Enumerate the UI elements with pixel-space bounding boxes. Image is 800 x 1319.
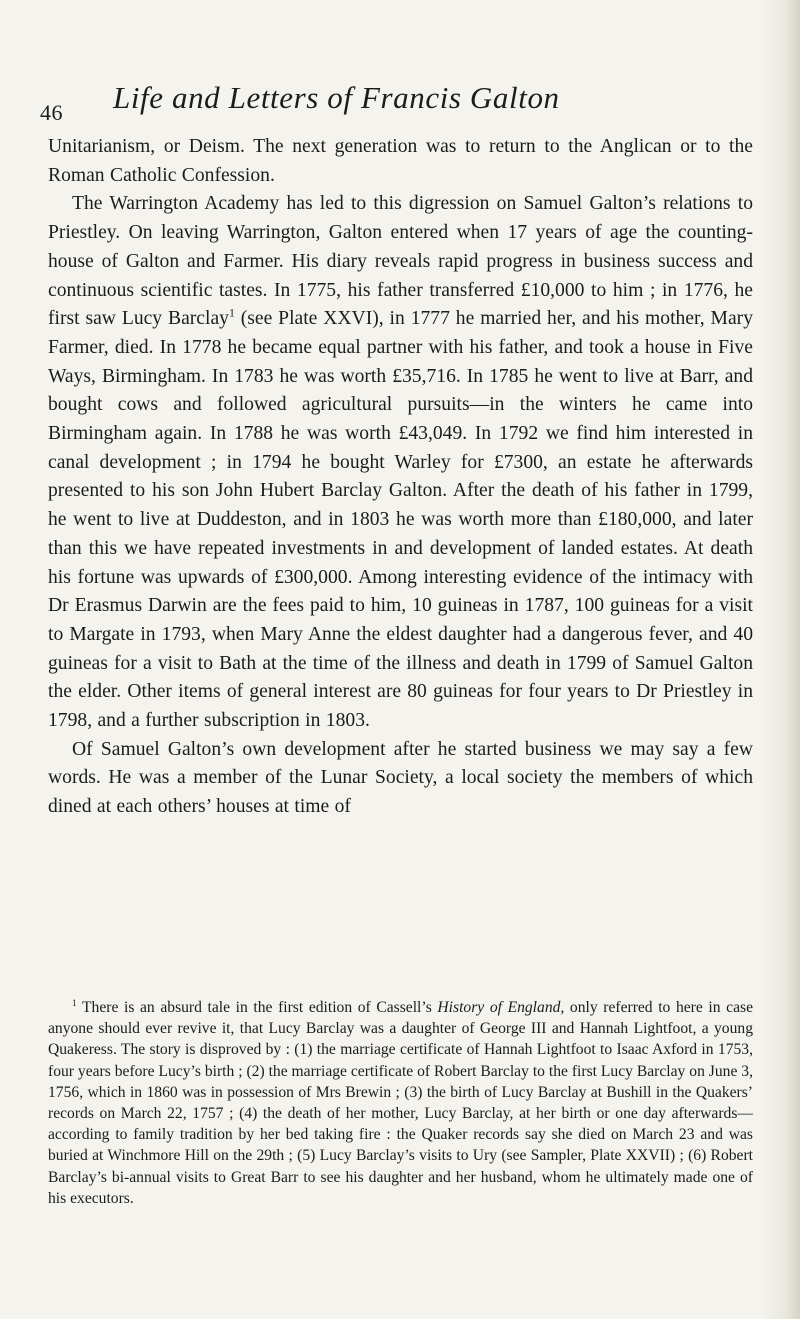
paragraph: Of Samuel Galton’s own development after he started business we may say a few words. He was a member of the Lunar Society, a local society the members of which dined at each others’ houses at time of xyxy=(48,738,753,818)
paragraph xyxy=(48,190,753,735)
footnote-text: There is an absurd tale in the first edition of Cassell’s xyxy=(76,999,438,1016)
footnote-book-title: History of England, xyxy=(437,999,565,1016)
paragraph: Unitarianism, or Deism. The next generation was to return to the Anglican or to the Roman Catholic Confession. xyxy=(48,136,753,186)
page-header xyxy=(40,76,760,125)
body-text xyxy=(48,133,753,822)
footnote-marker: 1 xyxy=(72,998,77,1009)
footnote-reference: 1 xyxy=(228,306,235,320)
paragraph-text: The Warrington Academy has led to this digression on Samuel Galton’s relations to Priestley. On leaving Warrington, Galton entered when 17 years of age the counting-house of Galton and Farmer. His diary reveals rapid progress in business success and continuous scientific tastes. In 1775, his father transferred £10,000 to him ; in 1776, he first saw Lucy Barclay xyxy=(48,193,753,330)
footnote xyxy=(48,997,753,1209)
footnote-text: only referred to here in case anyone should ever revive it, that Lucy Barclay was a daughter of George III and Hannah Lightfoot, a young Quakeress. The story is disproved by : (1) the marriage certificate of Hannah Lightfoot to Isaac Axford in 1753, four years before Lucy’s birth ; (2) the marriage certificate of Robert Barclay to the first Lucy Barclay on June 3, 1756, which in 1860 was in possession of Mrs Brewin ; (3) the birth of Lucy Barclay at Bushill in the Quakers’ records on March 22, 1757 ; (4) the death of her mother, Lucy Barclay, at her birth or one day afterwards—according to family tradition by her bed taking fire : the Quaker records say she died on March 23 and was buried at Winchmore Hill on the 29th ; (5) Lucy Barclay’s visits to Ury (see Sampler, Plate XXVII) ; (6) Robert Barclay’s bi-annual visits to Great Barr to see his daughter and her husband, whom he ultimately made one of his executors. xyxy=(48,999,753,1207)
page-number: 46 xyxy=(40,100,63,125)
paragraph-text: (see Plate XXVI), in 1777 he married her, and his mother, Mary Farmer, died. In 1778 he became equal partner with his father, and took a house in Five Ways, Birmingham. In 1783 he was worth £35,716. In 1785 he went to live at Barr, and bought cows and followed agricultural pursuits—in the winters he came into Birmingham again. In 1788 he was worth £43,049. In 1792 we find him interested in canal development ; in 1794 he bought Warley for £7300, an estate he afterwards presented to his son John Hubert Barclay Galton. After the death of his father in 1799, he went to live at Duddeston, and in 1803 he was worth more than £180,000, and later than this we have repeated investments in and development of landed estates. At death his fortune was upwards of £300,000. Among interesting evidence of the intimacy with Dr Erasmus Darwin are the fees paid to him, 10 guineas in 1787, 100 guineas for a visit to Margate in 1793, when Mary Anne the eldest daughter had a dangerous fever, and 40 guineas for a visit to Bath at the time of the illness and death in 1799 of Samuel Galton the elder. Other items of general interest are 80 guineas for four years to Dr Priestley in 1798, and a further subscription in 1803. xyxy=(48,308,753,732)
scan-edge-shadow xyxy=(764,0,800,1319)
running-title: Life and Letters of Francis Galton xyxy=(113,80,560,115)
